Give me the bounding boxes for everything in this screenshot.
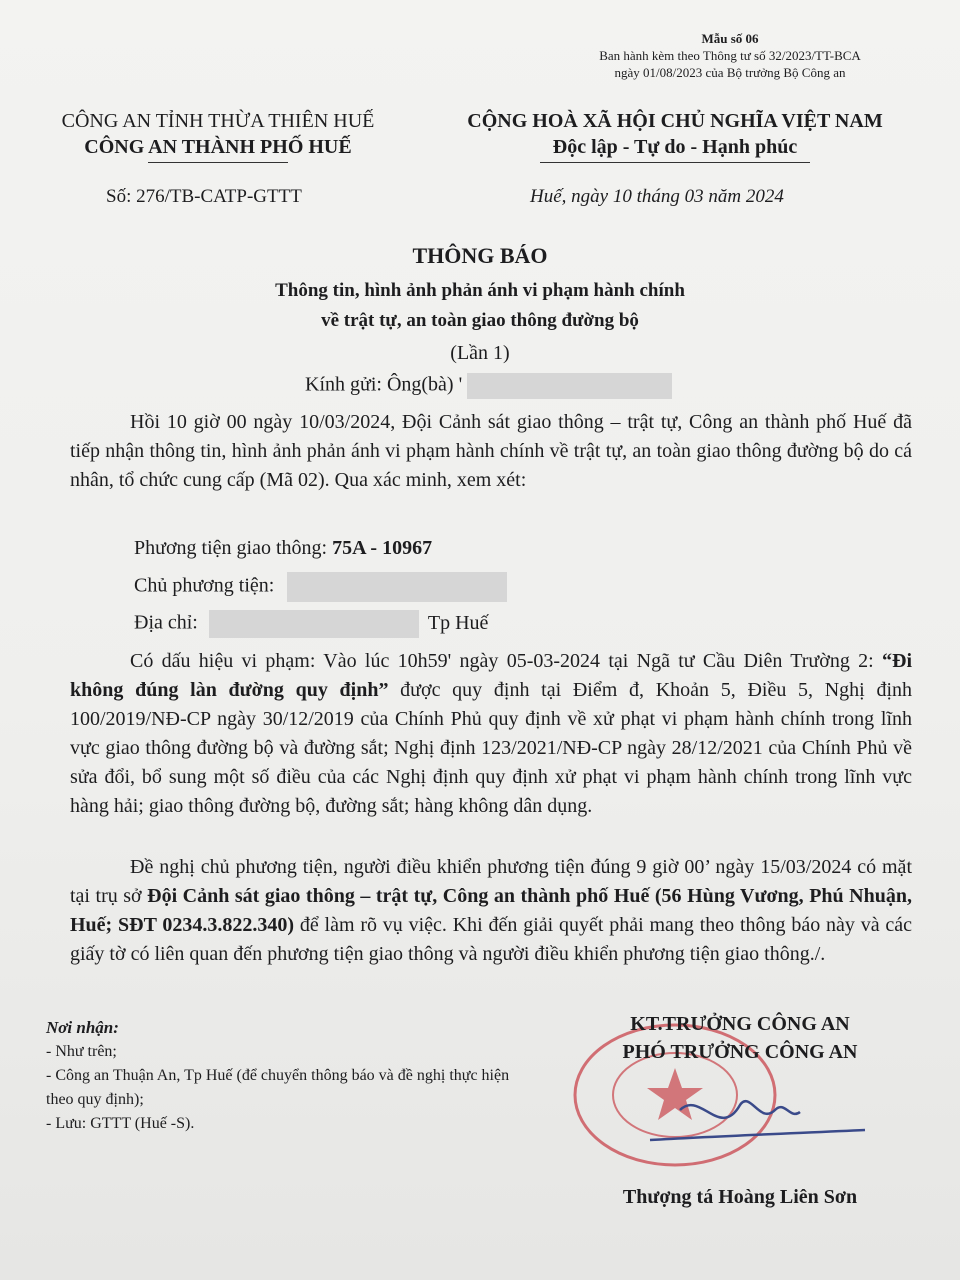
document-number: Số: 276/TB-CATP-GTTT bbox=[106, 186, 302, 207]
nation-motto: Độc lập - Tự do - Hạnh phúc bbox=[552, 136, 798, 158]
form-number: Mẫu số 06 bbox=[701, 31, 759, 46]
recipients-heading: Nơi nhận: bbox=[46, 1018, 119, 1037]
document-title: THÔNG BÁO bbox=[412, 243, 548, 268]
signer-name: Thượng tá Hoàng Liên Sơn bbox=[622, 1186, 858, 1208]
agency-underline bbox=[148, 162, 288, 163]
redacted-owner bbox=[287, 572, 507, 602]
request-intro: Đề nghị chủ phương tiện, người điều khiển phương tiện đúng 9 giờ 00’ ngày 15/03/2024 có mặt tại trụ sở bbox=[70, 856, 912, 907]
document-subtitle bbox=[0, 276, 960, 336]
subtitle-line-2: về trật tự, an toàn giao thông đường bộ bbox=[321, 310, 639, 331]
addressee-label: Kính gửi: Ông(bà) ' bbox=[305, 373, 463, 396]
place-date: Huế, ngày 10 tháng 03 năm 2024 bbox=[530, 186, 784, 207]
address-city: Tp Huế bbox=[427, 611, 489, 634]
motto-underline bbox=[540, 162, 810, 163]
recipients-block bbox=[46, 1016, 516, 1136]
recipient-item: - Công an Thuận An, Tp Huế (để chuyển thông báo và đề nghị thực hiện theo quy định); bbox=[46, 1067, 510, 1108]
handwritten-signature bbox=[640, 1070, 880, 1160]
violation-rest: được quy định tại Điểm đ, Khoản 5, Điều 5, Nghị định 100/2019/NĐ-CP ngày 30/12/2019 của Chính Phủ quy định về xử phạt vi phạm hành chính trong lĩnh vực giao thông đường bộ và đường sắt; Nghị định 123/2021/NĐ-CP ngày 28/12/2021 của Chính Phủ về sửa đổi, bổ sung một số điều của các Nghị định quy định xử phạt vi phạm hành chính trong lĩnh vực hàng hải; giao thông đường bộ, đường sắt; hàng không dân dụng. bbox=[70, 679, 912, 817]
recipient-item: - Lưu: GTTT (Huế -S). bbox=[46, 1115, 195, 1132]
signature-line-2: PHÓ TRƯỞNG CÔNG AN bbox=[622, 1041, 858, 1063]
recipient-item: - Như trên; bbox=[46, 1043, 117, 1060]
agency-header bbox=[28, 108, 408, 163]
redacted-address bbox=[209, 610, 419, 638]
owner-label: Chủ phương tiện: bbox=[134, 574, 275, 597]
paragraph-violation bbox=[70, 647, 912, 821]
agency-parent: CÔNG AN TỈNH THỪA THIÊN HUẾ bbox=[61, 110, 375, 132]
form-issued-date: ngày 01/08/2023 của Bộ trưởng Bộ Công an bbox=[614, 65, 846, 80]
form-number-block bbox=[560, 30, 900, 81]
violation-intro: Có dấu hiệu vi phạm: Vào lúc 10h59' ngày 05-03-2024 tại Ngã tư Cầu Diên Trường 2: bbox=[130, 650, 882, 672]
request-rest: để làm rõ vụ việc. Khi đến giải quyết phải mang theo thông báo này và các giấy tờ có liên quan đến phương tiện giao thông và người điều khiển phương tiện giao thông./. bbox=[70, 914, 913, 965]
vehicle-plate: 75A - 10967 bbox=[332, 537, 433, 559]
national-header bbox=[430, 108, 920, 163]
signature-line-1: KT.TRƯỞNG CÔNG AN bbox=[630, 1013, 850, 1035]
request-place: Đội Cảnh sát giao thông – trật tự, Công an thành phố Huế (56 Hùng Vương, Phú Nhuận, Huế; SĐT 0234.3.822.340) bbox=[70, 885, 912, 936]
address-label: Địa chỉ: bbox=[134, 611, 198, 634]
addressee bbox=[305, 373, 672, 399]
form-issued-with: Ban hành kèm theo Thông tư số 32/2023/TT-BCA bbox=[599, 48, 861, 63]
address-field bbox=[134, 610, 488, 638]
subtitle-line-1: Thông tin, hình ảnh phản ánh vi phạm hành chính bbox=[275, 280, 685, 301]
signature-title bbox=[560, 1010, 920, 1066]
violation-act: “Đi không đúng làn đường quy định” bbox=[70, 650, 912, 701]
paragraph-request bbox=[70, 853, 912, 969]
notice-times: (Lần 1) bbox=[450, 342, 510, 364]
agency-name: CÔNG AN THÀNH PHỐ HUẾ bbox=[84, 136, 352, 158]
vehicle-label: Phương tiện giao thông: bbox=[134, 537, 333, 559]
vehicle-field bbox=[134, 537, 432, 560]
paragraph-intro: Hồi 10 giờ 00 ngày 10/03/2024, Đội Cảnh sát giao thông – trật tự, Công an thành phố Huế đã tiếp nhận thông tin, hình ảnh phản ánh vi phạm hành chính về trật tự, an toàn giao thông đường bộ do cá nhân, tổ chức cung cấp (Mã 02). Qua xác minh, xem xét: bbox=[70, 411, 912, 491]
nation-title: CỘNG HOÀ XÃ HỘI CHỦ NGHĨA VIỆT NAM bbox=[467, 110, 883, 132]
redacted-name bbox=[467, 373, 672, 399]
owner-field bbox=[134, 572, 507, 602]
